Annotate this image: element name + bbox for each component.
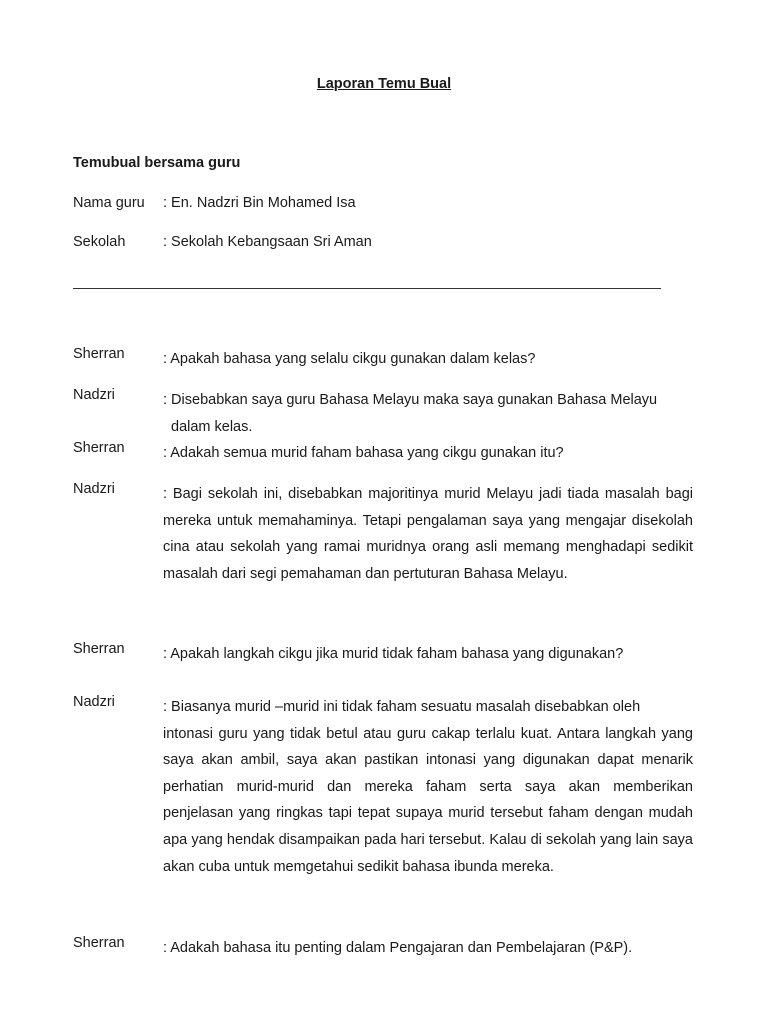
dialogue-text: : Adakah bahasa itu penting dalam Pengajaran dan Pembelajaran (P&P). (163, 940, 633, 956)
info-value: : En. Nadzri Bin Mohamed Isa (163, 195, 356, 211)
dialogue-text-continued: intonasi guru yang tidak betul atau guru cakap terlalu kuat. Antara langkah yang saya akan ambil, saya akan pastikan intonasi yang digunakan dapat menarik perhatian murid-murid dan mereka faham serta saya akan memberikan penjelasan yang ringkas tapi tepat supaya murid tersebut faham dengan mudah apa yang hendak disampaikan pada hari tersebut. Kalau di sekolah yang lain saya akan cuba untuk memgetahui sedikit bahasa ibunda mereka. (163, 725, 693, 875)
info-label: Nama guru (73, 195, 145, 211)
speaker-name: Sherran (73, 440, 125, 456)
dialogue-text: : Bagi sekolah ini, disebabkan majoritinya murid Melayu jadi tiada masalah bagi mereka untuk memahaminya. Tetapi pengalaman saya yang mengajar disekolah cina atau sekolah yang ramai muridnya orang asli memang menghadapi sedikit masalah dari segi pemahaman dan pertuturan Bahasa Melayu. (163, 486, 693, 582)
speaker-name: Nadzri (73, 387, 115, 403)
dialogue-text: : Disebabkan saya guru Bahasa Melayu maka saya gunakan Bahasa Melayu (163, 392, 658, 408)
section-title: Temubual bersama guru (73, 155, 241, 171)
dialogue-text: : Biasanya murid –murid ini tidak faham sesuatu masalah disebabkan oleh (163, 699, 641, 715)
report-title: Laporan Temu Bual (316, 76, 452, 92)
dialogue-text-continued: dalam kelas. (171, 418, 253, 435)
speaker-name: Sherran (73, 935, 125, 951)
dialogue-text: : Apakah bahasa yang selalu cikgu gunakan dalam kelas? (163, 351, 536, 367)
speaker-name: Nadzri (73, 694, 115, 710)
dialogue-text: : Adakah semua murid faham bahasa yang cikgu gunakan itu? (163, 445, 564, 461)
speaker-name: Sherran (73, 641, 125, 657)
speaker-name: Nadzri (73, 481, 115, 497)
horizontal-divider (73, 288, 661, 289)
speaker-name: Sherran (73, 346, 125, 362)
info-value: : Sekolah Kebangsaan Sri Aman (163, 234, 372, 250)
dialogue-text: : Apakah langkah cikgu jika murid tidak faham bahasa yang digunakan? (163, 646, 624, 662)
info-label: Sekolah (73, 234, 126, 250)
